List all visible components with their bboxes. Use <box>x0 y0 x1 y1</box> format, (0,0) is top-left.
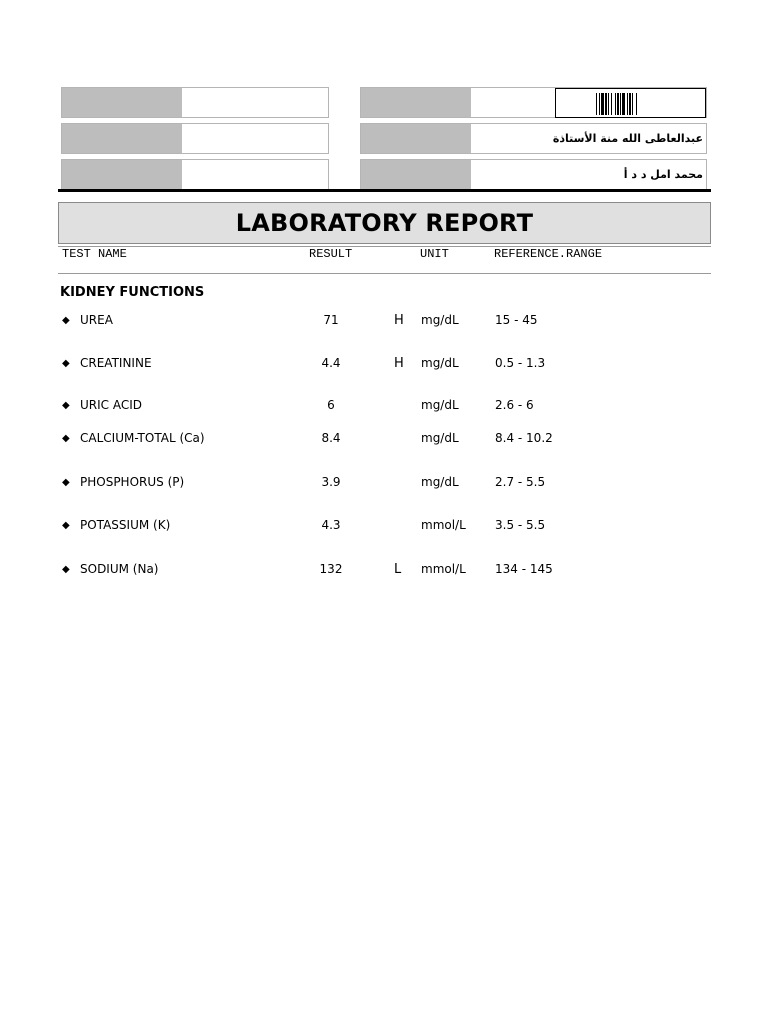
test-result: 6 <box>327 398 335 412</box>
test-result: 4.3 <box>321 518 341 532</box>
header-field-left-2 <box>61 123 329 154</box>
header-field-left-1 <box>61 87 329 118</box>
column-header-result: RESULT <box>309 247 353 261</box>
test-name: UREA <box>80 313 113 327</box>
test-reference-range: 2.7 - 5.5 <box>495 475 546 489</box>
bullet-icon: ◆ <box>62 433 70 444</box>
test-unit: mmol/L <box>421 518 466 532</box>
bullet-icon: ◆ <box>62 358 70 369</box>
test-unit: mg/dL <box>421 356 459 370</box>
bullet-icon: ◆ <box>62 520 70 531</box>
header-field-label <box>62 124 182 153</box>
header-field-label <box>361 124 471 153</box>
column-header-unit: UNIT <box>420 247 449 261</box>
header-field-label <box>361 160 471 189</box>
table-row <box>0 313 768 331</box>
table-row <box>0 431 768 449</box>
bullet-icon: ◆ <box>62 477 70 488</box>
test-result: 4.4 <box>321 356 341 370</box>
test-name: CALCIUM-TOTAL (Ca) <box>80 431 205 445</box>
test-reference-range: 134 - 145 <box>495 562 553 576</box>
table-row <box>0 518 768 536</box>
bullet-icon: ◆ <box>62 315 70 326</box>
header-field-label <box>361 88 471 117</box>
table-row <box>0 356 768 374</box>
test-flag: L <box>394 562 402 577</box>
bullet-icon: ◆ <box>62 400 70 411</box>
barcode <box>555 88 706 118</box>
test-name: URIC ACID <box>80 398 143 412</box>
column-header-reference-range: REFERENCE.RANGE <box>494 247 603 261</box>
test-name: CREATININE <box>80 356 152 370</box>
test-result: 3.9 <box>321 475 341 489</box>
table-row <box>0 562 768 580</box>
test-result: 132 <box>319 562 343 576</box>
doctor-name: محمد امل د د أ <box>623 168 703 181</box>
test-flag: H <box>394 313 404 328</box>
test-result: 8.4 <box>321 431 341 445</box>
header-divider <box>58 189 711 192</box>
table-row <box>0 398 768 416</box>
test-reference-range: 0.5 - 1.3 <box>495 356 546 370</box>
test-reference-range: 15 - 45 <box>495 313 538 327</box>
header-field-right-2 <box>360 123 707 154</box>
test-reference-range: 3.5 - 5.5 <box>495 518 546 532</box>
patient-name: عبدالعاطى الله منة الأستاذة <box>552 132 703 145</box>
test-name: SODIUM (Na) <box>80 562 159 576</box>
column-header-divider <box>58 273 711 274</box>
header-field-right-3 <box>360 159 707 190</box>
test-reference-range: 8.4 - 10.2 <box>495 431 553 445</box>
test-unit: mg/dL <box>421 398 459 412</box>
test-unit: mg/dL <box>421 475 459 489</box>
test-name: POTASSIUM (K) <box>80 518 171 532</box>
test-result: 71 <box>323 313 339 327</box>
table-row <box>0 475 768 493</box>
test-flag: H <box>394 356 404 371</box>
test-unit: mmol/L <box>421 562 466 576</box>
test-unit: mg/dL <box>421 431 459 445</box>
report-title-box <box>58 202 711 244</box>
barcode-icon <box>596 93 666 115</box>
column-header-test-name: TEST NAME <box>62 247 127 261</box>
header-field-label <box>62 88 182 117</box>
section-heading: KIDNEY FUNCTIONS <box>60 285 205 300</box>
test-reference-range: 2.6 - 6 <box>495 398 534 412</box>
bullet-icon: ◆ <box>62 564 70 575</box>
header-field-label <box>62 160 182 189</box>
title-underline <box>58 246 711 247</box>
header-field-left-3 <box>61 159 329 190</box>
report-title: LABORATORY REPORT <box>235 209 534 237</box>
test-name: PHOSPHORUS (P) <box>80 475 185 489</box>
test-unit: mg/dL <box>421 313 459 327</box>
